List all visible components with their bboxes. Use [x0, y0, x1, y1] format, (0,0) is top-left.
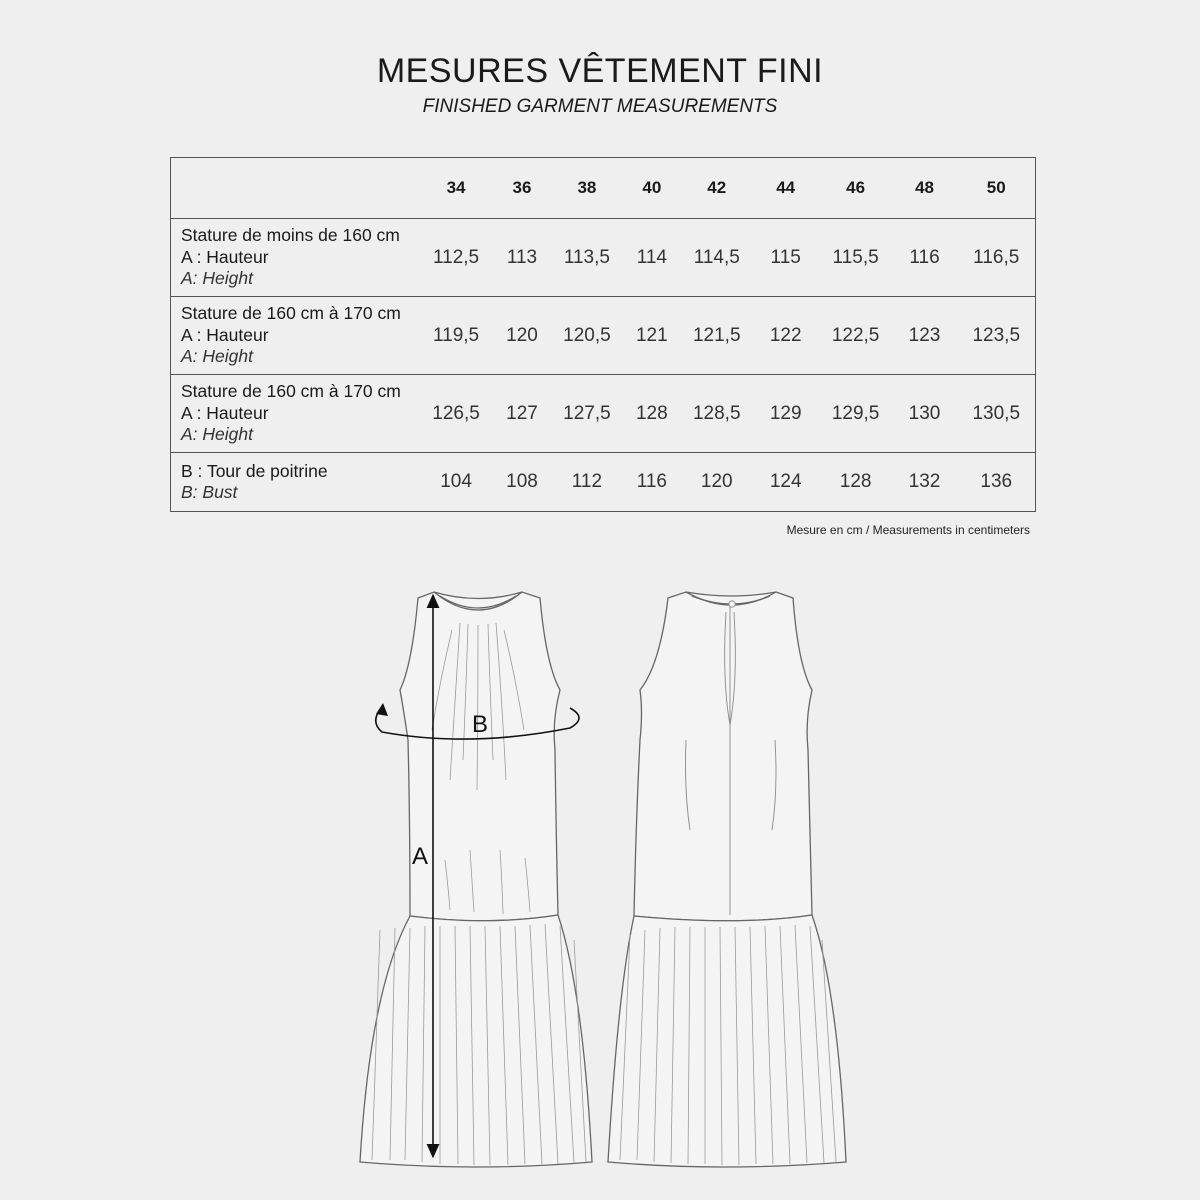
table-cell: 128 — [839, 471, 872, 492]
table-cell: 112 — [571, 471, 603, 492]
measurement-a-label: A — [412, 843, 429, 870]
row-label-line: B : Tour de poitrine — [181, 460, 328, 481]
table-cell: 122 — [752, 297, 820, 375]
table-cell: 121,5 — [682, 297, 752, 375]
size-header: 36 — [492, 158, 552, 219]
table-cell: 122,5 — [820, 297, 892, 375]
back-skirt-outline — [608, 915, 846, 1167]
row-label-line: Stature de 160 cm à 170 cm — [181, 381, 401, 402]
table-cell: 127 — [492, 375, 552, 453]
size-header: 44 — [752, 158, 820, 219]
row-label-line: A : Hauteur — [181, 402, 269, 423]
table-cell: 120 — [492, 297, 552, 375]
unit-note: Mesure en cm / Measurements in centimeters — [786, 523, 1030, 537]
size-header: 50 — [957, 158, 1035, 219]
table-cell: 120 — [700, 471, 733, 492]
table-cell: 114 — [622, 219, 682, 297]
table-cell: 120,5 — [552, 297, 622, 375]
measurement-b-arrowhead — [376, 703, 388, 716]
table-cell: 121 — [622, 297, 682, 375]
table-cell: 113 — [492, 219, 552, 297]
table-cell: 129 — [752, 375, 820, 453]
row-label-english: A: Height — [181, 424, 253, 445]
table-cell: 114,5 — [682, 219, 752, 297]
page-title: MESURES VÊTEMENT FINI — [376, 52, 824, 90]
row-label-english: B: Bust — [181, 482, 238, 502]
row-label-line: A : Hauteur — [181, 324, 269, 345]
row-label-english: A: Height — [181, 346, 253, 367]
table-cell: 116 — [892, 219, 958, 297]
table-cell: 127,5 — [552, 375, 622, 453]
size-header: 46 — [820, 158, 892, 219]
front-bodice-outline — [400, 592, 560, 921]
table-cell: 123,5 — [957, 297, 1035, 375]
size-header: 42 — [682, 158, 752, 219]
table-cell: 130,5 — [957, 375, 1035, 453]
table-cell: 123 — [892, 297, 958, 375]
table-cell: 108 — [506, 471, 538, 492]
size-header: 48 — [892, 158, 958, 219]
size-header: 38 — [552, 158, 622, 219]
measurement-b-label: B — [472, 711, 489, 738]
table-cell: 129,5 — [820, 375, 892, 453]
table-cell: 104 — [440, 471, 472, 492]
row-label-line: Stature de moins de 160 cm — [181, 225, 400, 246]
back-bodice-outline — [634, 592, 812, 921]
row-label-line: A : Hauteur — [181, 246, 269, 267]
table-cell: 128,5 — [682, 375, 752, 453]
table-cell: 112,5 — [420, 219, 492, 297]
table-cell: 132 — [908, 471, 941, 492]
row-label-line: Stature de 160 cm à 170 cm — [181, 303, 401, 324]
table-cell: 126,5 — [420, 375, 492, 453]
table-cell: 130 — [892, 375, 958, 453]
row-label-english: A: Height — [181, 268, 253, 289]
dress-back-view — [608, 592, 846, 1167]
table-cell: 115 — [752, 219, 820, 297]
table-cell: 124 — [769, 471, 802, 492]
page-subtitle: FINISHED GARMENT MEASUREMENTS — [422, 96, 778, 117]
table-cell: 128 — [622, 375, 682, 453]
size-header: 40 — [622, 158, 682, 219]
back-button-icon — [729, 601, 735, 607]
table-cell: 119,5 — [420, 297, 492, 375]
table-cell: 116,5 — [957, 219, 1035, 297]
table-cell: 115,5 — [820, 219, 892, 297]
table-cell: 136 — [980, 471, 1013, 492]
dress-front-view — [360, 592, 592, 1167]
size-header: 34 — [420, 158, 492, 219]
table-cell: 113,5 — [552, 219, 622, 297]
table-cell: 116 — [636, 471, 667, 492]
